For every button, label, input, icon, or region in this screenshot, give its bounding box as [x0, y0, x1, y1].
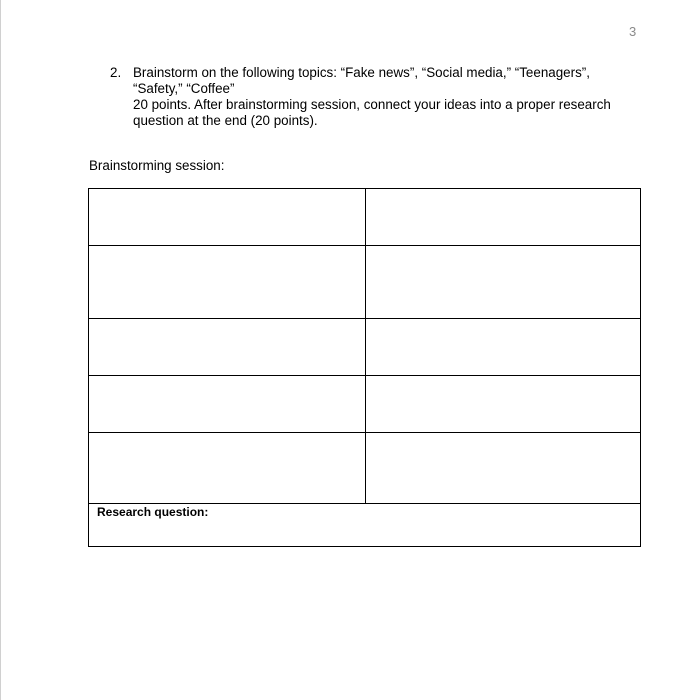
table-row: [89, 189, 641, 246]
table-row: [89, 319, 641, 376]
table-row: [89, 376, 641, 433]
question-line: “Safety,” “Coffee”: [133, 81, 235, 96]
question-number: 2.: [110, 65, 122, 80]
page-edge: [0, 0, 1, 700]
research-question-label: Research question:: [97, 505, 209, 519]
brainstorm-cell[interactable]: [89, 433, 366, 504]
brainstorm-cell[interactable]: [366, 433, 641, 504]
research-question-row: [89, 504, 641, 547]
table-row: [89, 433, 641, 504]
brainstorm-cell[interactable]: [366, 319, 641, 376]
brainstorm-cell[interactable]: [366, 189, 641, 246]
question-line: 20 points. After brainstorming session, connect your ideas into a proper research: [133, 97, 611, 112]
brainstorm-table: [88, 188, 641, 547]
research-question-cell[interactable]: [89, 504, 641, 547]
brainstorm-cell[interactable]: [89, 246, 366, 319]
question-item: [110, 65, 630, 129]
brainstorm-cell[interactable]: [366, 376, 641, 433]
brainstorm-cell[interactable]: [366, 246, 641, 319]
brainstorm-cell[interactable]: [89, 376, 366, 433]
question-line: Brainstorm on the following topics: “Fake news”, “Social media,” “Teenagers”,: [133, 65, 590, 80]
table-row: [89, 246, 641, 319]
brainstorm-cell[interactable]: [89, 189, 366, 246]
question-text: [133, 65, 630, 129]
page-number: 3: [629, 24, 637, 39]
brainstorm-label: Brainstorming session:: [89, 158, 225, 173]
brainstorm-cell[interactable]: [89, 319, 366, 376]
question-line: question at the end (20 points).: [133, 113, 318, 128]
